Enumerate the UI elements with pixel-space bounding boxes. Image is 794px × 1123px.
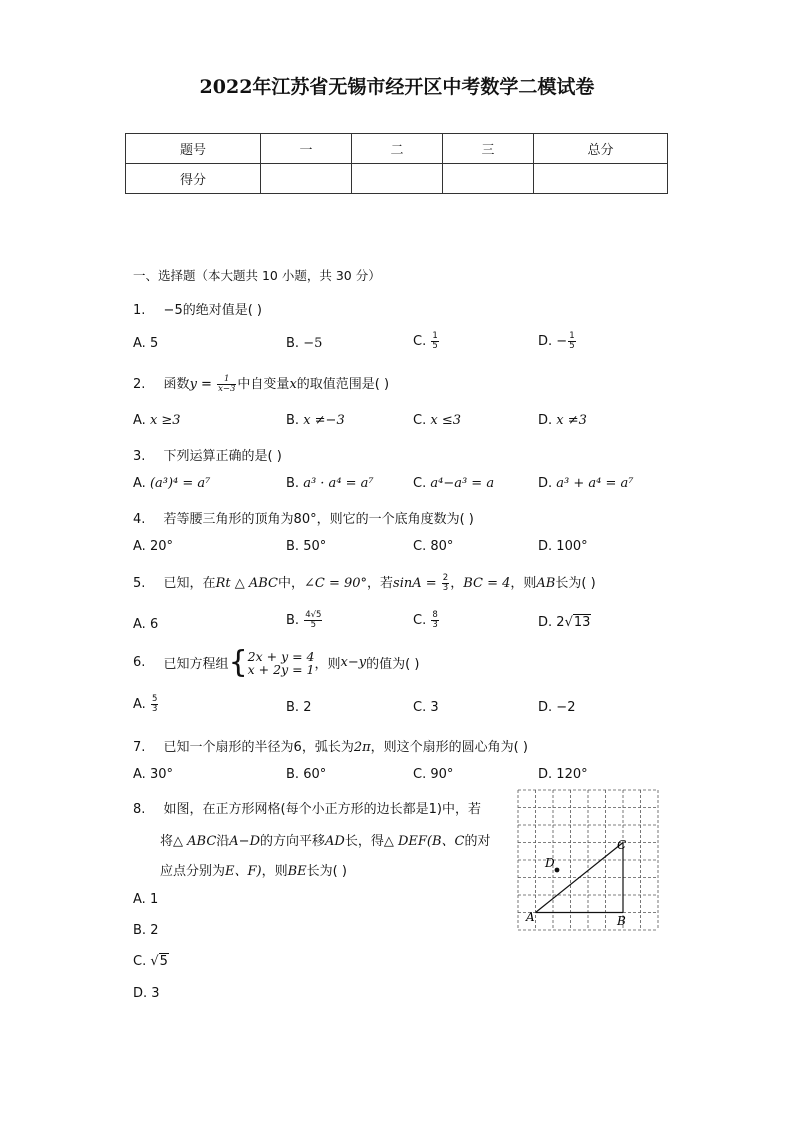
q4-option-c: C. 80° [413,539,454,554]
q2-option-b: B. x ≠−3 [286,413,345,428]
label-d: D [545,856,555,870]
q7-option-d: D. 120° [538,767,588,782]
score-table [125,133,668,194]
section-heading: 一、选择题（本大题共 10 小题，共 30 分） [133,268,381,283]
q1-option-a: A. 5 [133,336,159,351]
score-cell[interactable] [534,164,668,194]
q1-option-d: D. − $\frac{1}{5}$ [538,331,575,351]
q3-option-c: C. a⁴−a³ = a [413,476,495,491]
score-table-header-row [126,134,668,164]
score-header-cell: 二 [352,134,443,164]
q3-option-a: A. (a³)⁴ = a⁷ [133,476,211,491]
question-8-line-3: 应点分别为E、F)，则BE长为( ) [160,864,347,879]
q4-option-a: A. 20° [133,539,173,554]
q3-option-b: B. a³ · a⁴ = a⁷ [286,476,374,491]
question-8-line-2: 将△ ABC沿A−D的方向平移AD长，得△ DEF(B、C的对 [160,834,491,849]
score-table-row [126,164,668,194]
q5-option-a: A. 6 [133,617,159,632]
q2-option-a: A. x ≥3 [133,413,181,428]
question-8-line-1: 8. 如图，在正方形网格(每个小正方形的边长都是1)中，若 [133,802,481,817]
score-cell[interactable] [352,164,443,194]
question-2: 2. 函数y = $\frac{1}{x-3}$ 中自变量x的取值范围是( ) [133,374,390,394]
point-d [555,868,560,873]
question-text: −5的绝对值是( ) [163,303,262,318]
q8-grid-figure [517,789,659,931]
question-7: 7. 已知一个扇形的半径为6，弧长为2π，则这个扇形的圆心角为( ) [133,740,528,755]
score-row-label: 得分 [126,164,261,194]
q7-option-a: A. 30° [133,767,173,782]
q4-option-b: B. 50° [286,539,327,554]
q2-option-d: D. x ≠3 [538,413,587,428]
q7-option-c: C. 90° [413,767,454,782]
score-header-cell: 题号 [126,134,261,164]
q8-option-d: D. 3 [133,986,160,1001]
q2-option-c: C. x ≤3 [413,413,461,428]
exam-title: 2022年江苏省无锡市经开区中考数学二模试卷 [199,76,595,98]
score-cell[interactable] [443,164,534,194]
q6-option-c: C. 3 [413,700,439,715]
label-b: B [617,914,626,928]
score-cell[interactable] [261,164,352,194]
question-number: 1. [133,303,146,318]
question-4: 4. 若等腰三角形的顶角为80°，则它的一个底角度数为( ) [133,512,474,527]
q6-option-d: D. −2 [538,700,576,715]
question-1 [133,299,262,318]
score-header-cell: 总分 [534,134,668,164]
q1-option-b: B. −5 [286,336,323,351]
label-a: A [526,910,535,924]
q6-option-b: B. 2 [286,700,312,715]
q8-option-a: A. 1 [133,892,159,907]
q7-option-b: B. 60° [286,767,327,782]
q8-option-c: C. √5 [133,954,168,969]
q5-option-b: B. $\frac{4√5}{5}$ [286,610,322,630]
score-header-cell: 一 [261,134,352,164]
q8-option-b: B. 2 [133,923,159,938]
q6-option-a: A. $\frac{5}{3}$ [133,694,158,714]
score-header-cell: 三 [443,134,534,164]
q5-option-d: D. 2√13 [538,615,591,630]
q1-option-c: C. $\frac{1}{5}$ [413,331,438,351]
label-c: C [617,838,627,852]
question-3: 3. 下列运算正确的是( ) [133,449,282,464]
question-6: 6. 已知方程组{ 2x + y = 4 x + 2y = 1 ，则x−y的值为( ) [133,645,420,680]
q5-option-c: C. $\frac{8}{3}$ [413,610,438,630]
q3-option-d: D. a³ + a⁴ = a⁷ [538,476,634,491]
question-5: 5. 已知，在Rt △ ABC中，∠C = 90°，若sinA = $\frac{2}{3}$ ，BC = 4，则AB长为( ) [133,573,596,593]
q4-option-d: D. 100° [538,539,588,554]
